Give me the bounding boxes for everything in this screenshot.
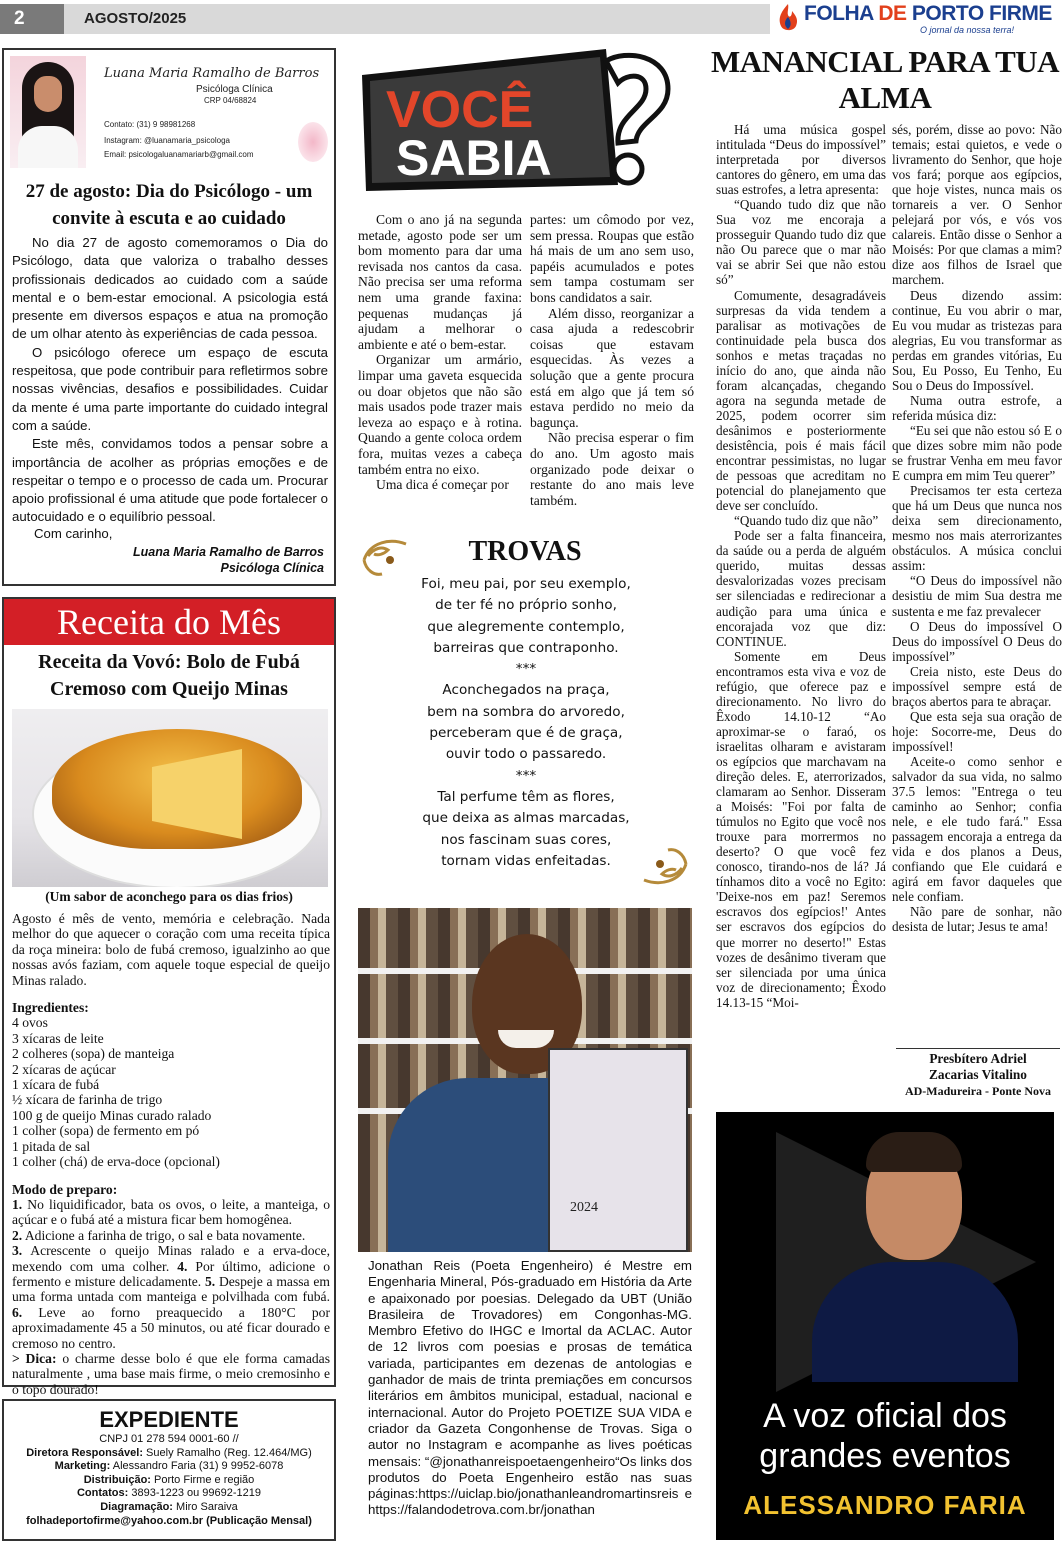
expediente-cnpj: CNPJ 01 278 594 0001-60 // — [99, 1433, 239, 1445]
step-text: Por último, adicione o fermento e misture delicadamente. — [12, 1258, 331, 1289]
signature-name: Luana Maria Ramalho de Barros — [132, 545, 324, 559]
paragraph: O Deus do impossível O Deus do impossível O Deus do impossível” — [892, 618, 1062, 664]
step-number: 1. — [12, 1196, 23, 1212]
trovas-section — [356, 532, 694, 892]
line-label: Diagramação: — [100, 1500, 173, 1513]
paragraph: sés, porém, disse ao povo: Não temais; estai quietos, e vede o livramento do Senhor, que hoje vos fará; porque aos egípcios, que hoje vistes, nunca mais os tornareis a ver. O Senhor pelejará por vós, e vós vos calareis. Então disse o Senhor a Moisés: Por que clamas a mim? dize aos filhos de Israel que marchem. — [892, 122, 1062, 288]
line-value: Suely Ramalho (Reg. 12.464/MG) — [143, 1446, 312, 1459]
ingredient-item: 2 xícaras de açúcar — [12, 1061, 116, 1077]
poet-photo — [358, 908, 692, 1252]
paragraph: Uma dica é começar por — [376, 477, 509, 493]
paragraph: Não pare de sonhar, não desista de lutar; Jesus te ama! — [892, 904, 1062, 935]
trova-stanza — [376, 787, 676, 872]
article-title: 27 de agosto: Dia do Psicólogo - um convite à escuta e ao cuidado — [25, 181, 313, 229]
paragraph: Que esta seja sua oração de hoje: Socorre-me, Deus do impossível! — [892, 708, 1062, 754]
trova-line: tornam vidas enfeitadas. — [441, 852, 611, 869]
author-email: Email: psicologaluanamariarb@gmail.com — [104, 150, 254, 159]
voce-sabia-logo — [356, 45, 694, 195]
paragraph: “Eu sei que não estou só E o que dizes sobre mim não pode se frustrar Venha em meu favor E cumpra em mim Teu querer” — [892, 422, 1062, 484]
ingredient-item: 2 colheres (sopa) de manteiga — [12, 1046, 175, 1062]
ingredient-item: 1 pitada de sal — [12, 1138, 91, 1154]
line-label: Distribuição: — [83, 1473, 151, 1486]
paragraph: Numa outra estrofe, a referida música diz: — [892, 392, 1062, 423]
flame-logo-icon — [776, 3, 800, 33]
issue-date: AGOSTO/2025 — [84, 10, 187, 27]
author-name: Luana Maria Ramalho de Barros — [104, 66, 320, 81]
signature — [133, 544, 324, 576]
advertisement — [716, 1112, 1054, 1540]
poet-bio: Jonathan Reis (Poeta Engenheiro) é Mestre em Engenharia Mineral, Pós-graduado em História da Arte e apaixonado por poesias. Delegado da UBT (União Brasileira de Trovadores) em Congonhas-MG. Membro Efetivo do IHGC e Imortal da ACLAC. Autor de 12 livros com poesias e prosas de temática variada, participantes em dezenas de antologias e ganhador de mais de trinta premiações em concursos literários em âmbitos municipal, estadual, nacional e internacional. Autor do Projeto POETIZE SUA VIDA e criador da Gazeta Congonhense de Trovas. Siga o autor no Instagram e acompanhe as lives poéticas mensais: “@jonathanreispoetaengenheiro“Os links dos produtos do Poeta Engenheiro estão nas suas páginas:https://uiclap.bio/jonathanleandromartinsreis e https://falandodetrova.com.br/jonathan — [368, 1258, 692, 1518]
trova-stanza — [376, 680, 676, 765]
logo-word-sabia: SABIA — [396, 130, 552, 186]
paragraph: Pode ser a falta financeira, da saúde ou a perda de alguém querido, muitas dessas desvalorizadas vozes precisam ser silenciadas e redirecionar a audição para uma única e encorajada voz que diz: CONTINUE. — [716, 528, 886, 649]
receita-title: Receita da Vovó: Bolo de Fubá Cremoso com Queijo Minas — [38, 651, 300, 700]
paragraph: No dia 27 de agosto comemoramos o Dia do Psicólogo, data que valoriza o trabalho desses profissionais dedicados ao cuidado com a saúde mental e o bem-estar emocional. A psicologia está presente em diversos espaços e atua na promoção de um olhar atento às experiências de cada pessoa. — [12, 235, 328, 342]
paragraph: Aceite-o como senhor e salvador da sua vida, no salmo 37.5 lemos: "Entrega o teu caminho ao Senhor; confia nele, e ele tudo fará." Essa passagem encoraja a entrega da vida e dos planos a Deus, confiando que Ele cuidará e agirá em favor daqueles que nele confiam. — [892, 753, 1062, 905]
paragraph: Precisamos ter esta certeza que há um Deus que nunca nos deixa sem direcionamento, mesmo nos mais aterrorizantes obstáculos. A música conclui assim: — [892, 483, 1062, 574]
signature-role: Psicóloga Clínica — [220, 561, 324, 575]
tip-label: > Dica: — [12, 1350, 57, 1366]
expediente-line — [4, 1460, 334, 1474]
manancial-signature — [896, 1048, 1060, 1099]
newspaper-logo — [770, 0, 1063, 38]
line-label: Marketing: — [54, 1460, 111, 1473]
expediente-line — [4, 1447, 334, 1461]
step-text: Acrescente o queijo Minas ralado e a erva-doce, mexendo com uma colher. — [12, 1243, 330, 1274]
expediente-email: folhadeportofirme@yahoo.com.br (Publicação Mensal) — [26, 1514, 312, 1527]
ornament-icon — [638, 838, 690, 890]
prep-heading: Modo de preparo: — [12, 1181, 118, 1197]
ad-headline — [716, 1396, 1054, 1476]
ad-name: ALESSANDRO FARIA — [743, 1490, 1027, 1520]
page-header — [0, 0, 1063, 38]
paragraph: Creia nisto, este Deus do impossível sempre está de braços abertos para te abraçar. — [892, 663, 1062, 709]
ingredient-item: 1 colher (sopa) de fermento em pó — [12, 1123, 200, 1139]
trova-line: Foi, meu pai, por seu exemplo, — [421, 576, 631, 592]
ingredient-item: 1 colher (chá) de erva-doce (opcional) — [12, 1154, 220, 1170]
author-phone: Contato: (31) 9 98981268 — [104, 120, 196, 129]
manancial-col1 — [716, 122, 886, 1010]
logo-word-voce: VOCÊ — [386, 81, 534, 139]
trova-line: bem na sombra do arvoredo, — [427, 703, 625, 720]
step-text: Despeje a massa em uma forma untada com manteiga e polvilhada com fubá. — [12, 1273, 330, 1305]
step-number: 6. — [12, 1304, 23, 1320]
trova-line: que deixa as almas marcadas, — [422, 810, 630, 827]
receita-body — [12, 911, 330, 1397]
trova-line: Aconchegados na praça, — [442, 682, 610, 699]
receita-banner: Receita do Mês — [4, 599, 334, 645]
voce-sabia-col1 — [358, 212, 522, 493]
trova-line: Tal perfume têm as flores, — [437, 788, 615, 805]
author-photo — [10, 56, 86, 168]
paragraph: Há uma música gospel intitulada “Deus do impossível” interpretada por diversos cantores do gênero, em uma das suas estrofes, a letra apresenta: — [716, 122, 886, 198]
paragraph: “O Deus do impossível não desistiu de mim Sua destra me sustenta e me faz prevalecer — [892, 573, 1062, 619]
author-crp: CRP 04/68824 — [204, 96, 257, 105]
ingredient-item: 4 ovos — [12, 1015, 48, 1031]
paragraph: O psicólogo oferece um espaço de escuta respeitosa, que pode contribuir para refletirmos sobre nossas vivências, desafios e possibilidades. Cuidar da mente é uma parte importante do cuidado integral com a saúde. — [12, 344, 328, 433]
step-number: 4. — [177, 1258, 188, 1274]
step-number: 5. — [204, 1273, 216, 1289]
receita-article — [2, 597, 336, 1397]
paragraph: Deus dizendo assim: continue, Eu vou abrir o mar, Eu vou mudar as tristezas para alegrias, Eu vou transformar as perdas em grandes vitórias, Eu Sou, Eu Posso, Eu Tenho, Eu Sou o Deus do Impossível. — [892, 287, 1062, 393]
psicologa-article — [2, 48, 336, 586]
line-value: 3893-1223 ou 99692-1219 — [128, 1487, 262, 1500]
line-value: Alessandro Faria (31) 9 9952-6078 — [110, 1460, 284, 1473]
receita-intro: Agosto é mês de vento, memória e celebração. Nada melhor do que aquecer o coração com uma receita típica da roça mineira: bolo de fubá cremoso, igualzinho ao que nossas avós faziam, com aquele toque especial de queijo Minas ralado. — [12, 911, 330, 988]
paragraph: Somente em Deus encontramos esta viva e voz de refúgio, que oferece paz e direcionamento. No livro do Êxodo 14.10-12 “Ao aproximar-se o faraó, os israelitas olharam e avistaram os egípcios que marchavam na direção deles. E, aterrorizados, clamaram ao Senhor. Disseram a Moisés: "Foi por falta de túmulos no Egito que você nos trouxe para morrermos no deserto? O que você fez conosco, tirando-nos de lá? Já tínhamos dito a você no Egito: 'Deixe-nos em paz! Seremos escravos dos egípcios!' Antes ser escravos dos egípcios do que morrer no deserto!" Estas vozes de desânimo tiveram que ser silenciada por uma única voz de direcionamento; Êxodo 14.13-15 “Moi- — [716, 648, 886, 1010]
trova-line: perceberam que é de graça, — [429, 725, 623, 742]
article-body — [12, 234, 328, 527]
closing: Com carinho, — [34, 526, 113, 541]
paragraph: “Quando tudo diz que não Sua voz me encoraja a prosseguir Quando tudo diz que não Ou parece que o mar não vai se abrir Sei que não estou só” — [716, 197, 886, 288]
trova-line: de ter fé no próprio sonho, — [435, 597, 617, 614]
ingredients-list — [12, 1015, 330, 1169]
paragraph: “Quando tudo diz que não” — [734, 513, 879, 529]
author-role: Psicóloga Clínica — [196, 84, 273, 95]
logo-folha: FOLHA — [804, 2, 874, 25]
receita-tip — [12, 1351, 330, 1397]
logo-wordmark — [804, 2, 1052, 26]
line-label: Diretora Responsável: — [26, 1446, 143, 1459]
paragraph: Este mês, convidamos todos a pensar sobre a importância de acolher as próprias emoções e de respeitar o tempo e o processo de cada um. Procurar apoio profissional é uma atitude que pode fortalecer o autocuidado e o equilíbrio pessoal. — [12, 436, 328, 525]
book-cover — [548, 1048, 688, 1252]
ad-headline-line: grandes eventos — [759, 1437, 1011, 1475]
ingredient-item: 100 g de queijo Minas curado ralado — [12, 1107, 212, 1123]
step-text: No liquidificador, bata os ovos, o leite, a manteiga, o açúcar e o fubá até a mistura ficar bem homogênea. — [12, 1196, 330, 1228]
expediente-line — [4, 1501, 334, 1515]
tip-text: o charme desse bolo é que ele forma camadas naturalmente , uma base mais firme, o meio cremosinho e o topo dourado! — [12, 1350, 330, 1397]
line-label: Contatos: — [76, 1487, 129, 1500]
trova-stanza — [376, 574, 676, 659]
paragraph: partes: um cômodo por vez, sem pressa. Roupas que estão há mais de um ano sem uso, papéis acumulados e potes sem tampa costumam ser bons candidatos a sair. — [530, 212, 694, 305]
expediente-title: EXPEDIENTE — [99, 1407, 239, 1432]
signature-church: AD-Madureira - Ponte Nova — [904, 1084, 1052, 1098]
logo-slogan: O jornal da nossa terra! — [920, 25, 1015, 35]
ingredient-item: 1 xícara de fubá — [12, 1077, 100, 1093]
trova-line: nos fascinam suas cores, — [440, 831, 612, 848]
voce-sabia-col2 — [530, 212, 694, 508]
expediente-line — [4, 1474, 334, 1488]
logo-porto-firme: PORTO FIRME — [911, 2, 1052, 25]
ingredient-item: 3 xícaras de leite — [12, 1030, 104, 1046]
flower-decoration-icon — [298, 122, 328, 162]
page-number: 2 — [0, 4, 64, 34]
paragraph: Além disso, reorganizar a casa ajuda a redescobrir coisas que estavam esquecidas. Às vezes a solução que a gente procura está em algo que já tem só estava perdido no meio da bagunça. — [530, 305, 694, 430]
author-instagram: Instagram: @luanamaria_psicologa — [104, 136, 230, 145]
trova-line: ouvir todo o passaredo. — [445, 746, 607, 763]
ingredients-heading: Ingredientes: — [12, 1000, 89, 1016]
line-value: Miro Saraiva — [172, 1500, 238, 1513]
paragraph: Comumente, desagradáveis surpresas da vida tendem a paralisar as motivações de continuidade pela busca dos sonhos e metas traçadas no início do ano, que ainda não foram alcançadas, chegando agora na segunda metade de 2025, podem ocorrer sim desânimos e posteriormente desistência, pois é mais fácil encontrar pessimistas, no lugar de pessoas que acreditam no potencial do planejamento que deve ser concluído. — [716, 287, 886, 514]
trova-separator: *** — [515, 661, 537, 678]
paragraph: Organizar um armário, limpar uma gaveta esquecida ou doar objetos que não são mais usados pode trazer mais leveza ao espaço e à rotina. Quando a gente coloca ordem fora, muitas vezes a cabeça também entra no eixo. — [358, 352, 522, 477]
book-year: 2024 — [570, 1200, 598, 1215]
logo-de: DE — [878, 2, 907, 25]
paragraph: Com o ano já na segunda metade, agosto pode ser um bom momento para dar uma revisada nos cantos da casa. Não precisa ser uma reforma nem uma grande faxina: pequenas mudanças já ajudam a melhorar o ambiente e até o bem-estar. — [358, 212, 522, 352]
ingredient-item: ½ xícara de farinha de trigo — [12, 1092, 163, 1108]
step-text: Adicione a farinha de trigo, o sal e bata novamente. — [22, 1227, 306, 1243]
ad-headline-line: A voz oficial dos — [763, 1397, 1007, 1435]
trova-separator: *** — [515, 767, 537, 784]
line-value: Porto Firme e região — [150, 1473, 255, 1486]
step-number: 2. — [12, 1227, 23, 1243]
trovas-text — [376, 574, 676, 872]
trova-line: que alegremente contemplo, — [427, 618, 625, 635]
paragraph: Não precisa esperar o fim do ano. Um agosto mais organizado pode deixar o restante do ano mais leve também. — [530, 430, 694, 508]
step-number: 3. — [12, 1243, 23, 1259]
step-text: Leve ao forno preaquecido a 180°C por aproximadamente 45 a 50 minutos, ou até ficar dourado e cremoso no centro. — [12, 1304, 330, 1351]
manancial-title: MANANCIAL PARA TUA ALMA — [710, 44, 1060, 115]
manancial-col2 — [892, 122, 1062, 935]
expediente-line — [4, 1487, 334, 1501]
signature-name: Zacarias Vitalino — [929, 1067, 1027, 1082]
trovas-title: TROVAS — [468, 536, 582, 567]
photo-caption: (Um sabor de aconchego para os dias frios) — [45, 889, 293, 904]
prep-steps — [12, 1197, 330, 1351]
trova-line: barreiras que contraponho. — [433, 639, 619, 656]
signature-name: Presbítero Adriel — [929, 1051, 1027, 1066]
expediente-box — [2, 1399, 336, 1541]
cake-photo — [12, 709, 328, 887]
